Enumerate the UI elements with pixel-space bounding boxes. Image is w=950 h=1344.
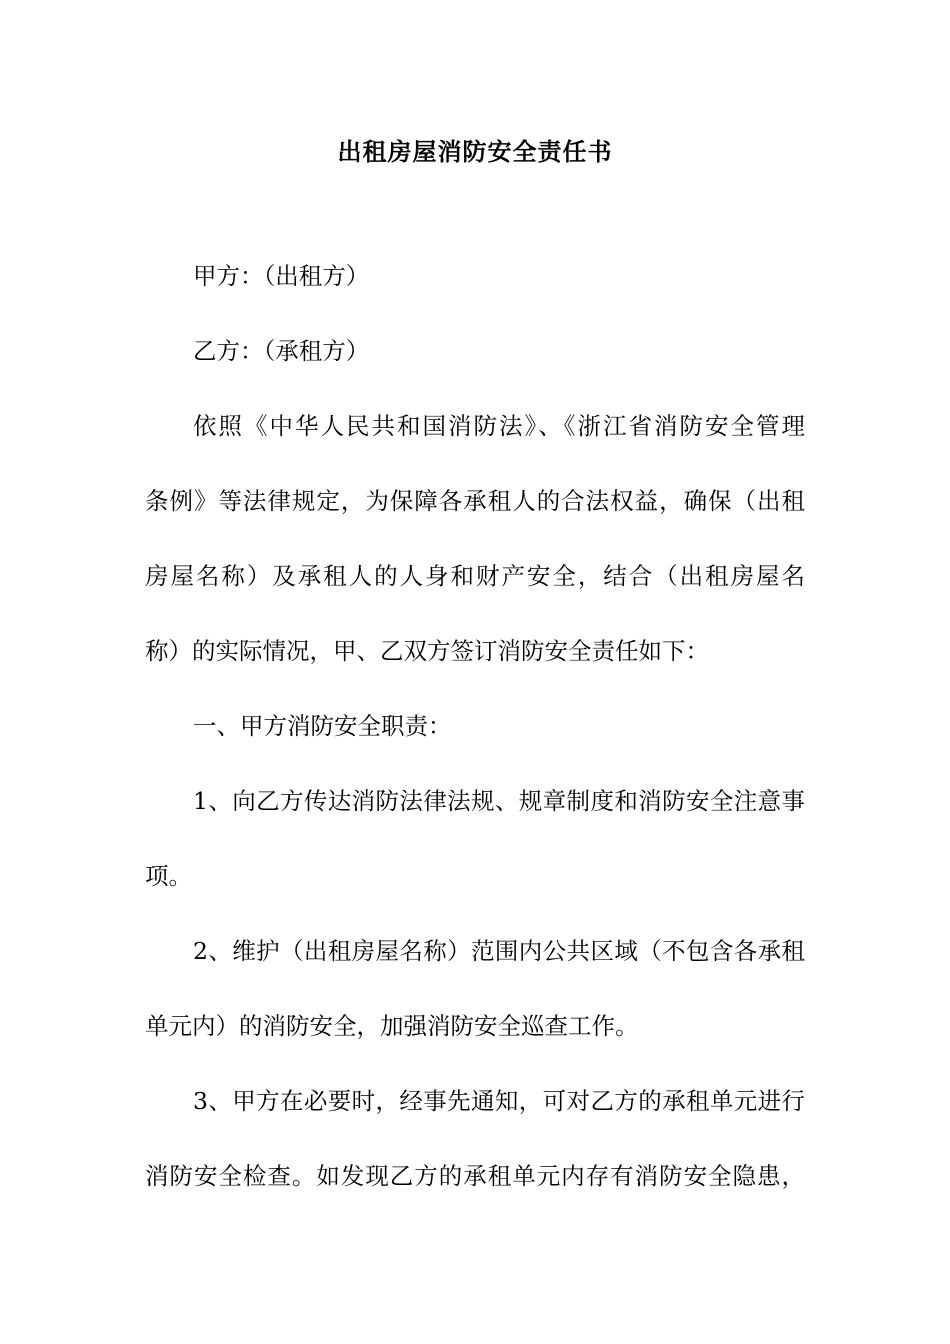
- paragraph-line: 房屋名称）及承租人的人身和财产安全，结合（出租房屋名: [145, 562, 805, 590]
- document-title: 出租房屋消防安全责任书: [337, 137, 613, 166]
- party-a-line: 甲方：（出租方）: [193, 262, 370, 290]
- paragraph-line: 项。: [145, 862, 192, 890]
- section-heading: 一、甲方消防安全职责：: [193, 712, 452, 740]
- paragraph-line: 条例》等法律规定，为保障各承租人的合法权益，确保（出租: [145, 487, 805, 515]
- paragraph-line: 3、甲方在必要时，经事先通知，可对乙方的承租单元进行: [193, 1087, 805, 1115]
- paragraph-line: 1、向乙方传达消防法律法规、规章制度和消防安全注意事: [193, 787, 805, 815]
- paragraph-line: 依照《中华人民共和国消防法》、《浙江省消防安全管理: [193, 412, 805, 440]
- paragraph-line: 2、维护（出租房屋名称）范围内公共区域（不包含各承租: [193, 937, 805, 965]
- paragraph-line: 称）的实际情况，甲、乙双方签订消防安全责任如下：: [145, 637, 709, 665]
- paragraph-line: 单元内）的消防安全，加强消防安全巡查工作。: [145, 1012, 639, 1040]
- paragraph-line: 消防安全检查。如发现乙方的承租单元内存有消防安全隐患，: [145, 1162, 805, 1190]
- party-b-line: 乙方：（承租方）: [193, 337, 370, 365]
